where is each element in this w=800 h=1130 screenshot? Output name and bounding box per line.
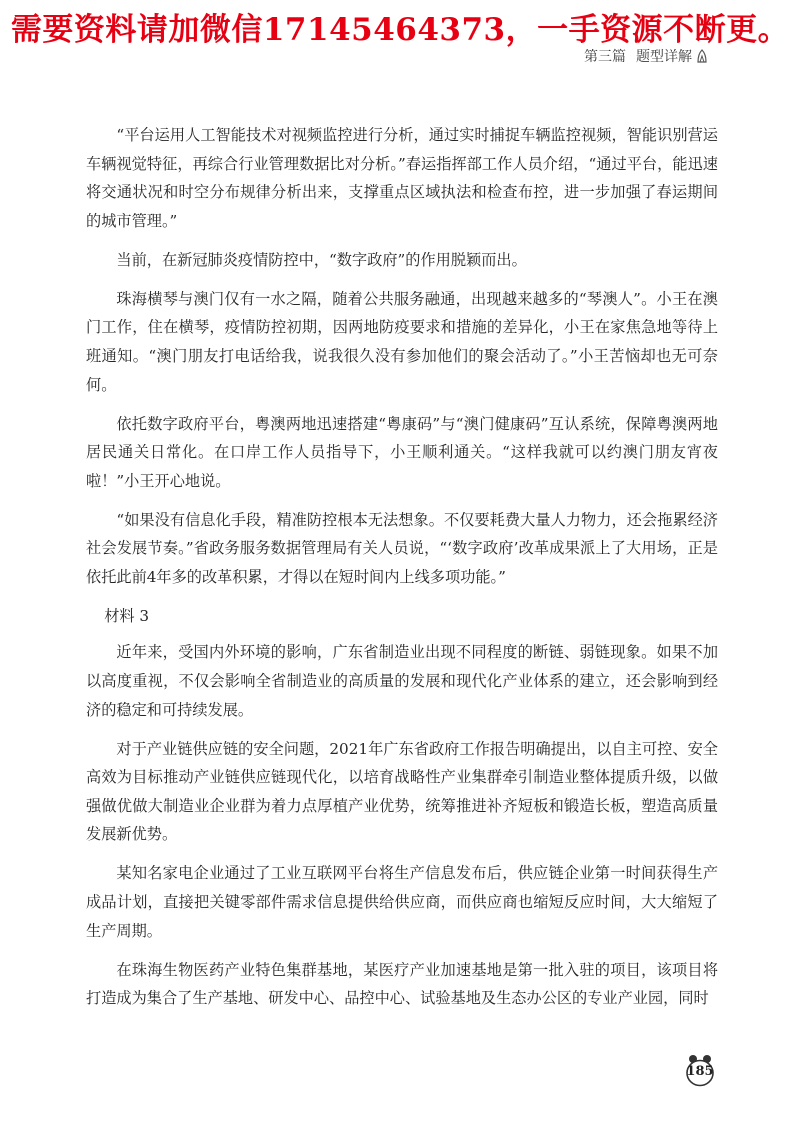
page-number-badge (685, 1053, 715, 1087)
article-body (86, 121, 718, 1023)
paragraph: 在珠海生物医药产业特色集群基地，某医疗产业加速基地是第一批入驻的项目，该项目将打造成为集合了生产基地、研发中心、品控中心、试验基地及生态办公区的专业产业园，同时 (86, 960, 718, 1008)
paragraph: 珠海横琴与澳门仅有一水之隔，随着公共服务融通，出现越来越多的“琴澳人”。小王在澳门工作，住在横琴，疫情防控初期，因两地防疫要求和措施的差异化，小王在家焦急地等待上班通知。“澳门朋友打电话给我，说我很久没有参加他们的聚会活动了。”小王苦恼却也无可奈何。 (86, 289, 718, 394)
paragraph: 对于产业链供应链的安全问题，2021年广东省政府工作报告明确提出，以自主可控、安全高效为目标推动产业链供应链现代化，以培育战略性产业集群牵引制造业整体提质升级，以做强做优做大制造业企业群为着力点厚植产业优势，统筹推进补齐短板和锻造长板，塑造高质量发展新优势。 (86, 739, 718, 844)
header-part: 第三篇 (584, 49, 626, 65)
header-title: 题型详解 (636, 49, 692, 65)
paragraph: “如果没有信息化手段，精准防控根本无法想象。不仅要耗费大量人力物力，还会拖累经济社会发展节奏。”省政务服务数据管理局有关人员说，“‘数字政府’改革成果派上了大用场，正是依托此前4年多的改革积累，才得以在短时间内上线多项功能。” (86, 510, 718, 586)
watermark-banner: 需要资料请加微信17145464373，一手资源不断更。 (10, 12, 790, 48)
paragraph: 某知名家电企业通过了工业互联网平台将生产信息发布后，供应链企业第一时间获得生产成品计划，直接把关键零部件需求信息提供给供应商，而供应商也缩短反应时间，大大缩短了生产周期。 (86, 864, 718, 940)
paragraph: “平台运用人工智能技术对视频监控进行分析，通过实时捕捉车辆监控视频，智能识别营运车辆视觉特征，再综合行业管理数据比对分析。”春运指挥部工作人员介绍，“通过平台，能迅速将交通状况和时空分布规律分析出来，支撑重点区域执法和检查布控，进一步加强了春运期间的城市管理。” (86, 126, 718, 230)
page-number: 185 (686, 1064, 714, 1079)
paragraph: 当前，在新冠肺炎疫情防控中，“数字政府”的作用脱颖而出。 (116, 250, 527, 269)
running-header (584, 46, 708, 66)
section-label: 材料 3 (104, 606, 150, 625)
paragraph: 依托数字政府平台，粤澳两地迅速搭建“粤康码”与“澳门健康码”互认系统，保障粤澳两地居民通关日常化。在口岸工作人员指导下，小王顺利通关。“这样我就可以约澳门朋友宵夜啦！”小王开心地说。 (86, 414, 718, 490)
paragraph: 近年来，受国内外环境的影响，广东省制造业出现不同程度的断链、弱链现象。如果不加以高度重视，不仅会影响全省制造业的高质量的发展和现代化产业体系的建立，还会影响到经济的稳定和可持续发展。 (86, 643, 718, 719)
header-ornament-icon (696, 49, 708, 63)
